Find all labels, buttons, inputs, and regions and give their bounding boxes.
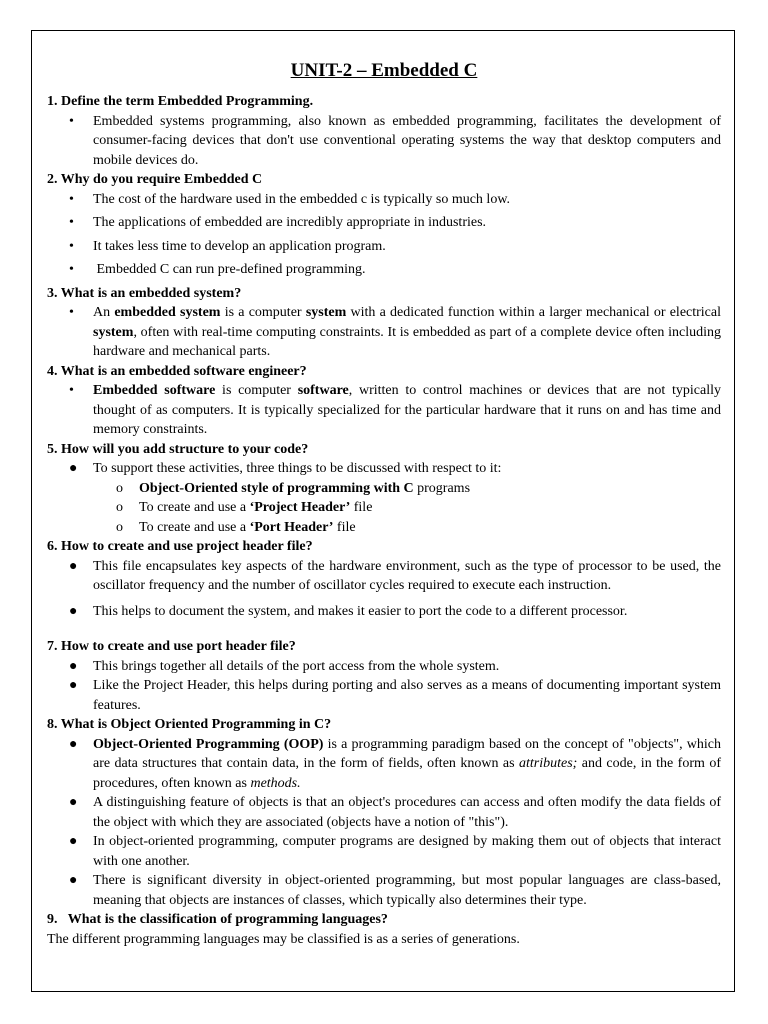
question-9: 9. What is the classification of programming languages? <box>47 912 388 927</box>
circle-bullet-icon: o <box>116 480 123 496</box>
answer-item: ● Like the Project Header, this helps during porting and also serves as a means of documenting important system features. <box>69 678 721 713</box>
answer-item: • The applications of embedded are incredibly appropriate in industries. <box>47 213 721 233</box>
answer-item: • An embedded system is a computer system with a dedicated function within a larger mechanical or electrical system, often with real-time computing constraints. It is embedded as part of a complete device often including hardware and mechanical parts. <box>69 305 725 359</box>
question-1: 1. Define the term Embedded Programming. <box>47 94 314 109</box>
question-3: 3. What is an embedded system? <box>47 285 242 301</box>
bullet-icon: ● <box>69 461 78 476</box>
bullet-icon: ● <box>69 736 78 752</box>
sub-item: o Object-Oriented style of programming with C programs <box>47 479 721 499</box>
page-title: UNIT-2 – Embedded C <box>290 60 478 81</box>
circle-bullet-icon: o <box>116 500 123 515</box>
answer-item: • Embedded C can run pre-defined programming. <box>47 260 721 280</box>
bullet-icon: ● <box>69 603 78 619</box>
bullet-icon: ● <box>69 558 78 574</box>
bullet-icon: • <box>69 215 74 230</box>
circle-bullet-icon: o <box>116 519 123 535</box>
question-8: 8. What is Object Oriented Programming in C? <box>47 717 332 732</box>
bullet-icon: • <box>69 113 74 129</box>
bullet-icon: ● <box>69 658 78 674</box>
answer-item: • Embedded software is computer software, written to control machines or devices that are not typically thought of as computers. It is typically specialized for the particular hardware that it runs on and has time and memory constraints. <box>69 383 721 437</box>
question-7: 7. How to create and use port header file? <box>47 639 296 654</box>
answer-item: ● To support these activities, three things to be discussed with respect to it: <box>47 459 721 479</box>
question-4: 4. What is an embedded software engineer? <box>47 363 307 379</box>
sub-item: o To create and use a ‘Project Header’ file <box>47 498 721 518</box>
question-6: 6. How to create and use project header file? <box>47 539 313 554</box>
answer-item: ● A distinguishing feature of objects is that an object's procedures can access and often modify the data fields of the object with which they are associated (objects have a notion of "this"). <box>69 795 721 830</box>
bullet-icon: • <box>69 191 74 207</box>
question-2: 2. Why do you require Embedded C <box>47 172 263 187</box>
bullet-icon: • <box>69 262 74 277</box>
answer-item: • It takes less time to develop an application program. <box>47 237 721 257</box>
answer-item: ● This brings together all details of the port access from the whole system. <box>47 657 721 677</box>
answer-item: ● Object-Oriented Programming (OOP) is a programming paradigm based on the concept of "objects", which are data structures that contain data, in the form of fields, often known as attributes; and code, in the form of procedures, often known as methods. <box>69 736 725 791</box>
bullet-icon: ● <box>69 678 78 693</box>
answer-text: The different programming languages may be classified is as a series of generations. <box>47 931 520 947</box>
bullet-icon: ● <box>69 795 78 810</box>
bullet-icon: ● <box>69 834 78 849</box>
answer-item: ● This file encapsulates key aspects of the hardware environment, such as the type of processor to be used, the oscillator frequency and the number of oscillator cycles required to execute each instruction. <box>69 558 721 593</box>
bullet-icon: • <box>69 238 74 254</box>
answer-item: ● This helps to document the system, and makes it easier to port the code to a different processor. <box>47 602 721 622</box>
bullet-icon: • <box>69 383 74 398</box>
answer-item: • Embedded systems programming, also known as embedded programming, facilitates the development of consumer-facing devices that don't use conventional operating systems the way that desktop computers and mobile devices do. <box>69 113 721 168</box>
answer-item: ● In object-oriented programming, computer programs are designed by making them out of objects that interact with one another. <box>69 834 721 869</box>
spacer <box>47 621 721 637</box>
sub-item: o To create and use a ‘Port Header’ file <box>47 518 721 538</box>
answer-item: • The cost of the hardware used in the embedded c is typically so much low. <box>47 190 721 210</box>
document-body <box>47 60 725 949</box>
bullet-icon: • <box>69 305 74 320</box>
bullet-icon: ● <box>69 873 78 888</box>
answer-item: ● There is significant diversity in object-oriented programming, but most popular languages are class-based, meaning that objects are instances of classes, which typically also determines their type. <box>69 873 721 908</box>
question-5: 5. How will you add structure to your code? <box>47 441 309 457</box>
